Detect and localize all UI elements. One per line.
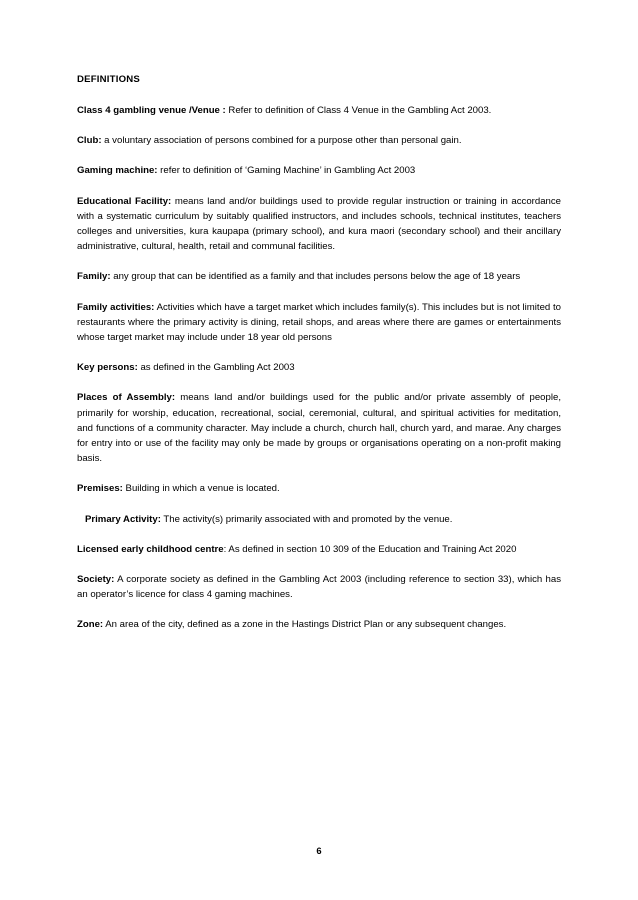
page-number: 6 — [316, 845, 322, 856]
definition-body: An area of the city, defined as a zone in the Hastings District Plan or any subsequent changes. — [103, 619, 507, 631]
definition-club — [77, 133, 561, 148]
definition-family — [77, 269, 561, 284]
definition-body: means land and/or buildings used to provide regular instruction or training in accordance with a systematic curriculum by suitably qualified instructors, and includes schools, technical institutes, teachers colleges and universities, kura kaupapa (primary school), and kura maori (secondary school) and their ancillary administrative, cultural, health, retail and communal facilities. — [77, 195, 561, 253]
definition-places-of-assembly — [77, 390, 561, 466]
definition-body: Refer to definition of Class 4 Venue in the Gambling Act 2003. — [225, 105, 492, 116]
definition-term: Club: — [77, 135, 102, 147]
definition-body: : As defined in section 10 309 of the Education and Training Act 2020 — [223, 543, 517, 555]
definition-body: Activities which have a target market which includes family(s). This includes but is not limited to restaurants where the primary activity is dining, retail shops, and areas where there are games or entertainments whose target market may include under 18 year old persons — [77, 301, 561, 344]
definition-body: Building in which a venue is located. — [122, 483, 280, 495]
definition-zone — [77, 617, 561, 632]
definition-body: A corporate society as defined in the Gambling Act 2003 (including reference to section 33), which has an operator’s licence for class 4 gaming machines. — [77, 574, 561, 601]
definition-term: Places of Assembly: — [77, 392, 176, 404]
document-body — [77, 72, 561, 648]
definition-body: a voluntary association of persons combined for a purpose other than personal gain. — [101, 135, 462, 147]
definition-body: The activity(s) primarily associated with and promoted by the venue. — [160, 513, 453, 525]
definition-licensed-early-childhood-centre — [77, 542, 561, 557]
definition-gaming-machine — [77, 163, 561, 178]
definition-term: Society: — [77, 574, 115, 586]
definition-body: any group that can be identified as a family and that includes persons below the age of 18 years — [110, 271, 521, 283]
page-title: DEFINITIONS — [77, 74, 140, 85]
definition-primary-activity — [77, 512, 561, 527]
definition-term: Licensed early childhood centre — [77, 543, 224, 555]
definition-family-activities — [77, 300, 561, 346]
definition-premises — [77, 481, 561, 496]
definition-term: Gaming machine: — [77, 165, 158, 177]
definition-term: Family activities: — [77, 301, 155, 313]
definition-educational-facility — [77, 194, 561, 255]
definition-term: Premises: — [77, 483, 123, 495]
definition-term: Zone: — [77, 619, 104, 631]
definition-term: Primary Activity: — [85, 513, 161, 525]
definition-term: Educational Facility: — [77, 195, 172, 207]
definition-key-persons — [77, 360, 561, 375]
definition-body: means land and/or buildings used for the public and/or private assembly of people, primarily for worship, education, recreational, social, ceremonial, cultural, and spiritual activities for meditation, and functions of a community character. May include a church, church hall, church yard, and marae. Any charges for entry into or use of the facility may only be made by groups or organisations operating on a non-profit making basis. — [77, 392, 561, 465]
definitions-list — [77, 103, 561, 633]
definition-society — [77, 572, 561, 602]
definition-term: Class 4 gambling venue /Venue : — [77, 105, 226, 116]
definition-term: Family: — [77, 271, 111, 283]
definition-term: Key persons: — [77, 362, 138, 374]
definition-class-4-gambling-venue — [77, 103, 561, 118]
definition-body: refer to definition of ‘Gaming Machine’ in Gambling Act 2003 — [157, 165, 416, 177]
definition-body: as defined in the Gambling Act 2003 — [137, 362, 295, 374]
